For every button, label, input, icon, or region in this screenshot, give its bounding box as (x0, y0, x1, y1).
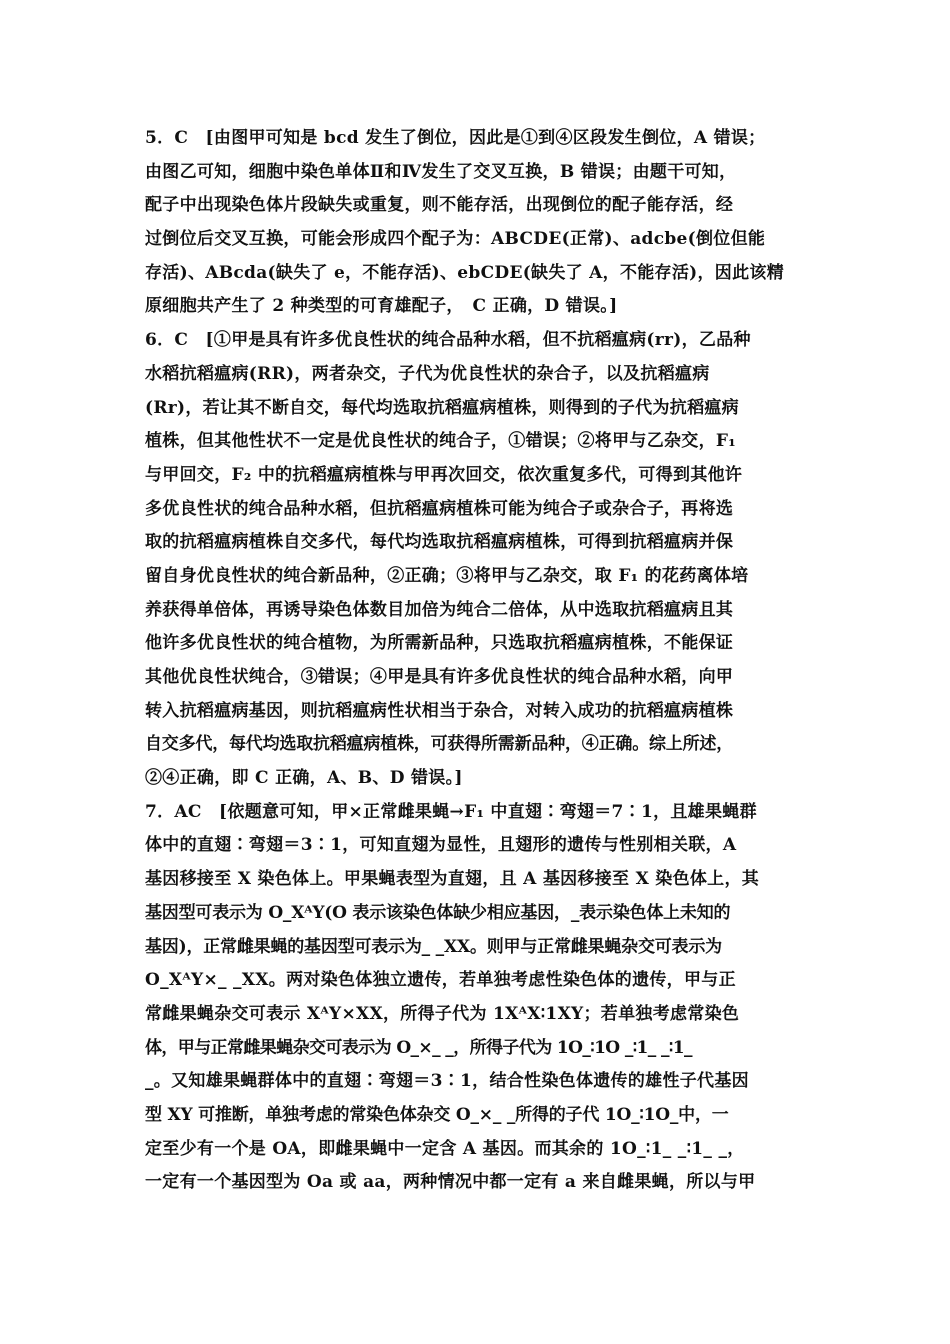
text-line: 由图乙可知，细胞中染色单体Ⅱ和Ⅳ发生了交叉互换，B 错误；由题干可知， (145, 161, 737, 182)
text-line: (Rr)，若让其不断自交，每代均选取抗稻瘟病植株，则得到的子代为抗稻瘟病 (145, 397, 739, 418)
text-line: 型 XY 可推断，单独考虑的常染色体杂交 O_×_ _所得的子代 1O_∶1O_中，一 (145, 1104, 729, 1125)
text-line: 定至少有一个是 OA，即雌果蝇中一定含 A 基因。而其余的 1O_∶1_ _∶1_ _， (145, 1138, 745, 1159)
text-line: 基因型可表示为 O_XᴬY(O 表示该染色体缺少相应基因，_表示染色体上未知的 (145, 902, 731, 923)
text-line: 基因)，正常雌果蝇的基因型可表示为_ _XX。则甲与正常雌果蝇杂交可表示为 (145, 936, 722, 957)
text-line: 他许多优良性状的纯合植物，为所需新品种，只选取抗稻瘟病植株，不能保证 (145, 633, 734, 654)
text-line: 取的抗稻瘟病植株自交多代，每代均选取抗稻瘟病植株，可得到抗稻瘟病并保 (145, 532, 734, 553)
answer-text-block (145, 122, 817, 1200)
text-line: 常雌果蝇杂交可表示 XᴬY×XX，所得子代为 1XᴬX∶1XY；若单独考虑常染色 (145, 1003, 740, 1024)
text-line: 植株，但其他性状不一定是优良性状的纯合子，①错误；②将甲与乙杂交，F₁ (145, 431, 737, 452)
text-line: 多优良性状的纯合品种水稻，但抗稻瘟病植株可能为纯合子或杂合子，再将选 (145, 498, 734, 519)
text-line: 体，甲与正常雌果蝇杂交可表示为 O_×_ _，所得子代为 1O_∶1O _∶1_ _∶1_ (145, 1037, 692, 1058)
text-line: 存活)、ABcda(缺失了 e，不能存活)、ebCDE(缺失了 A，不能存活)，因此该精 (145, 262, 785, 283)
text-line: 其他优良性状纯合，③错误；④甲是具有许多优良性状的纯合品种水稻，向甲 (145, 667, 734, 687)
text-line: 体中的直翅∶弯翅＝3∶1，可知直翅为显性，且翅形的遗传与性别相关联，A (145, 835, 737, 856)
text-line: ②④正确，即 C 正确，A、B、D 错误。] (145, 768, 463, 789)
text-line: 养获得单倍体，再诱导染色体数目加倍为纯合二倍体，从中选取抗稻瘟病且其 (145, 599, 734, 620)
text-line: 与甲回交，F₂ 中的抗稻瘟病植株与甲再次回交，依次重复多代，可得到其他许 (145, 464, 743, 485)
text-line: 自交多代，每代均选取抗稻瘟病植株，可获得所需新品种，④正确。综上所述， (145, 734, 733, 755)
text-line: 留自身优良性状的纯合新品种，②正确；③将甲与乙杂交，取 F₁ 的花药离体培 (145, 565, 749, 586)
text-line: 6．C [①甲是具有许多优良性状的纯合品种水稻，但不抗稻瘟病(rr)，乙品种 (145, 330, 751, 351)
text-line: 基因移接至 X 染色体上。甲果蝇表型为直翅，且 A 基因移接至 X 染色体上，其 (145, 869, 760, 890)
text-line: O_XᴬY×_ _XX。两对染色体独立遗传，若单独考虑性染色体的遗传，甲与正 (145, 970, 736, 991)
text-line: _。又知雄果蝇群体中的直翅∶弯翅＝3∶1，结合性染色体遗传的雄性子代基因 (145, 1071, 749, 1092)
text-line: 转入抗稻瘟病基因，则抗稻瘟病性状相当于杂合，对转入成功的抗稻瘟病植株 (145, 700, 734, 721)
text-line: 一定有一个基因型为 Oa 或 aa，两种情况中都一定有 a 来自雌果蝇，所以与甲 (145, 1172, 756, 1193)
text-line: 5．C [由图甲可知是 bcd 发生了倒位，因此是①到④区段发生倒位，A 错误； (145, 128, 766, 148)
text-line: 7．AC [依题意可知，甲×正常雌果蝇→F₁ 中直翅∶弯翅＝7∶1，且雄果蝇群 (145, 801, 757, 822)
text-line: 水稻抗稻瘟病(RR)，两者杂交，子代为优良性状的杂合子，以及抗稻瘟病 (145, 363, 710, 384)
text-line: 过倒位后交叉互换，可能会形成四个配子为：ABCDE(正常)、adcbe(倒位但能 (145, 229, 766, 250)
text-line: 原细胞共产生了 2 种类型的可育雄配子， C 正确，D 错误。] (145, 296, 618, 317)
text-line: 配子中出现染色体片段缺失或重复，则不能存活，出现倒位的配子能存活，经 (145, 195, 734, 216)
